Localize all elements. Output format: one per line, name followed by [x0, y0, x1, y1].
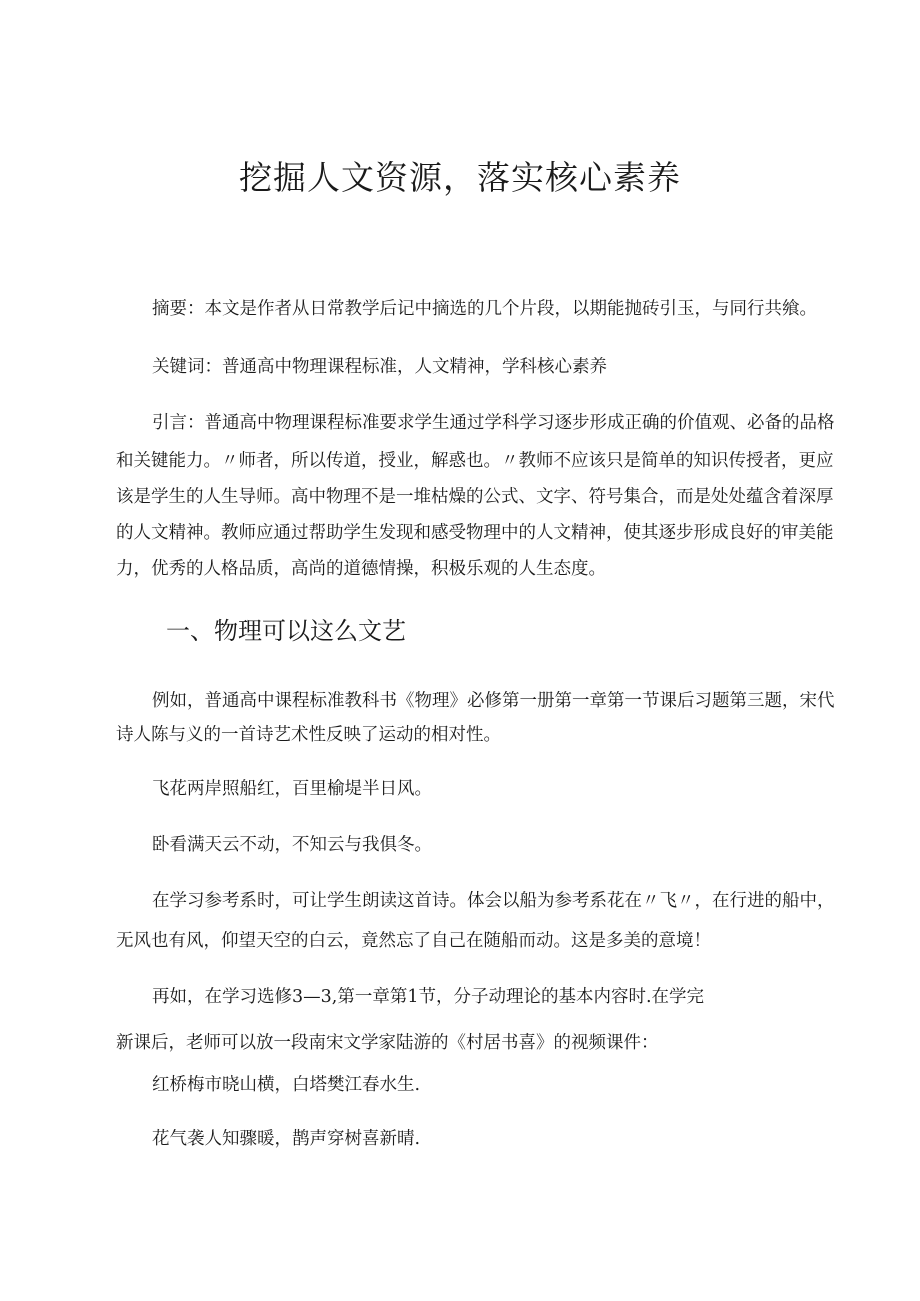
intro-line-4: 的人文精神。教师应通过帮助学生发现和感受物理中的人文精神，使其逐步形成良好的审美能 — [116, 523, 834, 543]
intro-line-1: 引言：普通高中物理课程标准要求学生通过学科学习逐步形成正确的价值观、必备的品格 — [152, 413, 835, 433]
poem1-line-1: 飞花两岸照船红，百里榆堤半日风。 — [152, 779, 432, 799]
section-heading-1: 一、物理可以这么文艺 — [166, 617, 406, 645]
study-line-2: 无风也有风，仰望天空的白云，竟然忘了自己在随船而动。这是多美的意境！ — [116, 931, 711, 951]
example2-line-1: 再如，在学习选修3—3,第一章第1节，分子动理论的基本内容时.在学完 — [152, 987, 705, 1007]
example2-line-2: 新课后，老师可以放一段南宋文学家陆游的《村居书喜》的视频课件： — [116, 1033, 659, 1053]
intro-line-2: 和关键能力。〃师者，所以传道，授业，解惑也。〃教师不应该只是简单的知识传授者，更应 — [116, 451, 834, 471]
example1-line-2: 诗人陈与义的一首诗艺术性反映了运动的相对性。 — [116, 725, 501, 745]
intro-line-3: 该是学生的人生导师。高中物理不是一堆枯燥的公式、文字、符号集合，而是处处蕴含着深厚 — [116, 487, 834, 507]
poem2-line-2: 花气袭人知骤暖，鹊声穿树喜新晴. — [152, 1129, 421, 1149]
document-title: 挖掘人文资源，落实核心素养 — [239, 158, 681, 197]
poem2-line-1: 红桥梅市晓山横，白塔樊江春水生. — [152, 1075, 421, 1095]
abstract-paragraph: 摘要：本文是作者从日常教学后记中摘选的几个片段，以期能抛砖引玉，与同行共飨。 — [152, 299, 817, 319]
keywords-paragraph: 关键词：普通高中物理课程标准，人文精神，学科核心素养 — [152, 357, 607, 377]
study-line-1: 在学习参考系时，可让学生朗读这首诗。体会以船为参考系花在〃飞〃，在行进的船中， — [152, 891, 835, 911]
intro-line-5: 力，优秀的人格品质，高尚的道德情操，积极乐观的人生态度。 — [116, 559, 606, 579]
poem1-line-2: 卧看满天云不动，不知云与我俱冬。 — [152, 835, 432, 855]
example1-line-1: 例如，普通高中课程标准教科书《物理》必修第一册第一章第一节课后习题第三题，宋代 — [152, 691, 835, 711]
